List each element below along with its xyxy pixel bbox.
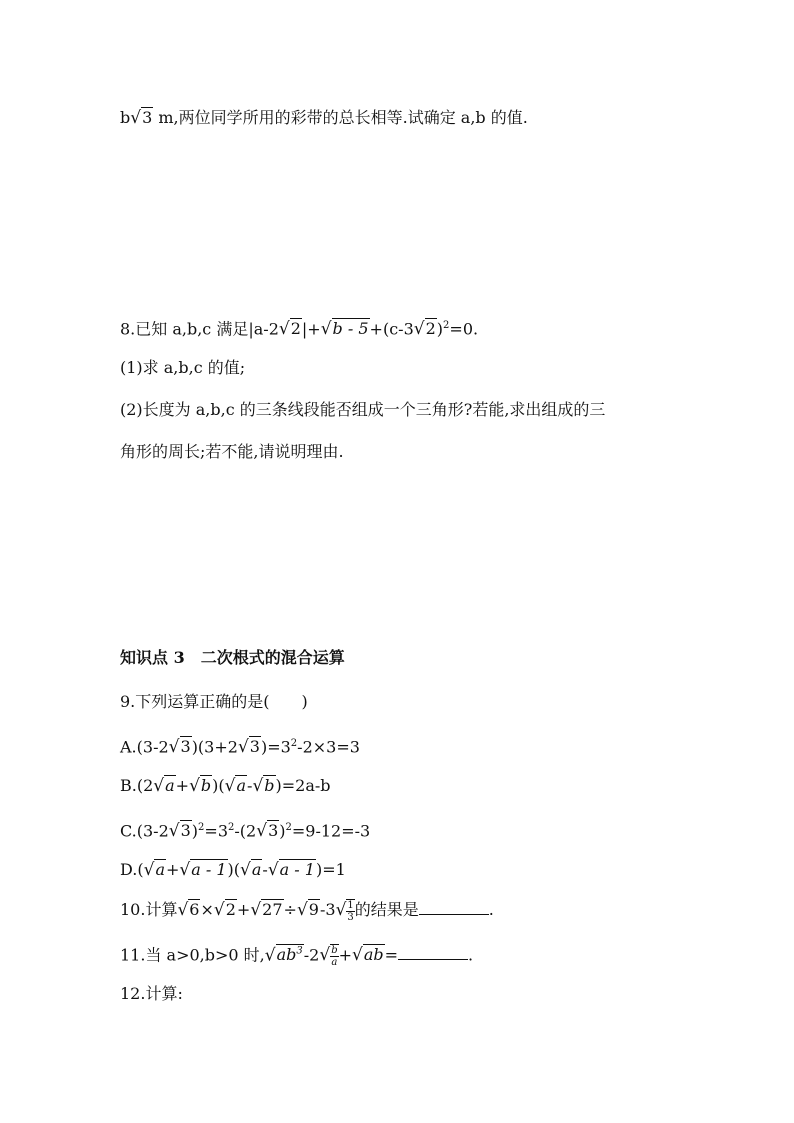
section-heading: 知识点 3 二次根式的混合运算 [120,648,345,667]
question-8-part-1: (1)求 a,b,c 的值; [120,358,246,377]
question-10: 10.计算√6×√2+√27÷√9-3√ $\frac{1}{3}$ 的结果是 . [120,899,494,923]
sqrt-expression: √2 [278,319,301,340]
answer-blank[interactable] [419,898,489,915]
sqrt-expression: √2 [413,319,436,340]
question-8-part-2: (2)长度为 a,b,c 的三条线段能否组成一个三角形?若能,求出组成的三 [120,400,606,419]
option-b: B.(2√a+√b)(√a-√b)=2a-b [120,776,331,796]
question-8-stem: 8.已知 a,b,c 满足$|a-2√2|+√b - 5+(c-3√2)^2=0$. [120,312,478,343]
answer-blank[interactable] [398,943,468,960]
sqrt-expression: √b - 5 [320,319,369,340]
text: m,两位同学所用的彩带的总长相等.试确定 a,b 的值. [153,108,528,127]
question-12-stem: 12.计算: [120,984,183,1003]
option-a: $A.(3-2√3)(3+2√3)=3^2-2\times 3=3$ [120,737,360,758]
option-c: $C.(3-2√3)^2=3^2-(2√3)^2=9-12=-3$ [120,821,371,842]
text: b [120,108,131,127]
question-8-part-2-cont: 角形的周长;若不能,请说明理由. [120,442,344,461]
option-d: D.(√a+√a - 1)(√a-√a - 1)=1 [120,860,346,880]
question-11: 11.当 a>0,b>0 时$,√ab^3-2√$ $\frac{b}{a}$ +√ab= . [120,944,474,968]
sqrt-expression: √3 [130,108,153,128]
question-7-tail [120,104,528,132]
question-9-stem: 9.下列运算正确的是( ) [120,692,308,711]
